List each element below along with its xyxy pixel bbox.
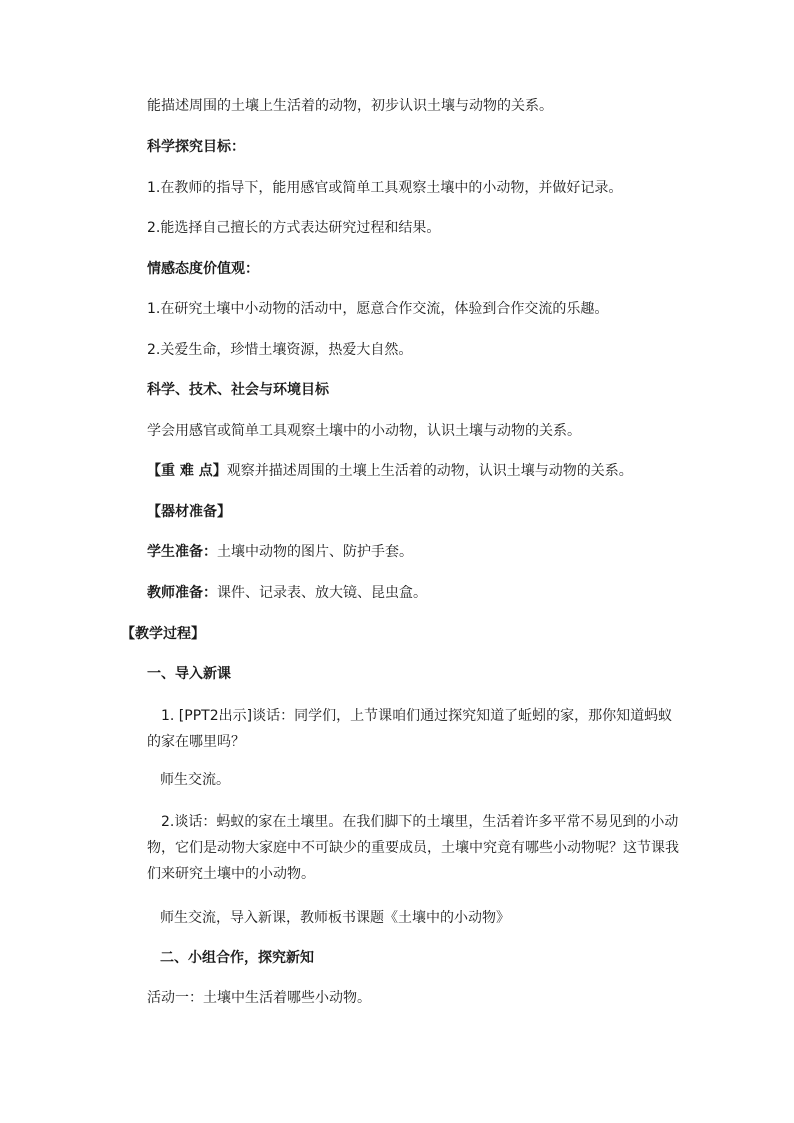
equipment-heading: 【器材准备】: [147, 504, 231, 520]
emotion-goal-1: 1.在研究土壤中小动物的活动中，愿意合作交流，体验到合作交流的乐趣。: [147, 301, 609, 317]
emotion-heading: 情感态度价值观：: [147, 261, 259, 277]
teacher-preparation-text: 课件、记录表、放大镜、昆虫盒。: [217, 585, 427, 601]
student-preparation: [147, 542, 413, 562]
teacher-preparation: [147, 583, 427, 603]
section2-heading: 二、小组合作，探究新知: [160, 950, 314, 966]
process-heading: 【教学过程】: [121, 626, 205, 642]
step2-paragraph: 2.谈话：蚂蚁的家在土壤里。在我们脚下的土壤里，生活着许多平常不易见到的小动物，它们是动物大家庭中不可缺少的重要成员，土壤中究竟有哪些小动物呢？这节课我们来研究土壤中的小动物。: [147, 814, 679, 882]
teacher-preparation-label: 教师准备：: [147, 585, 217, 601]
science-goal-1: 1.在教师的指导下，能用感官或简单工具观察土壤中的小动物，并做好记录。: [147, 180, 623, 196]
step1-paragraph: 1. [PPT2出示]谈话：同学们，上节课咱们通过探究知道了蚯蚓的家，那你知道蚂蚁的家在哪里吗？: [147, 708, 673, 750]
step2-response: 师生交流，导入新课，教师板书课题《土壤中的小动物》: [160, 910, 510, 926]
science-goal-2: 2.能选择自己擅长的方式表达研究过程和结果。: [147, 220, 441, 236]
key-points: [147, 461, 633, 481]
step1-response: 师生交流。: [160, 772, 230, 788]
stse-heading: 科学、技术、社会与环境目标: [147, 382, 329, 398]
activity1-text: 活动一：土壤中生活着哪些小动物。: [147, 990, 371, 1006]
key-points-label: 【重 难 点】: [147, 463, 227, 479]
intro-goal-text: 能描述周围的土壤上生活着的动物，初步认识土壤与动物的关系。: [147, 98, 553, 114]
science-goal-heading: 科学探究目标：: [147, 139, 245, 155]
stse-text: 学会用感官或简单工具观察土壤中的小动物，认识土壤与动物的关系。: [147, 423, 581, 439]
key-points-text: 观察并描述周围的土壤上生活着的动物，认识土壤与动物的关系。: [226, 463, 633, 479]
emotion-goal-2: 2.关爱生命，珍惜土壤资源，热爱大自然。: [147, 342, 413, 358]
student-preparation-text: 土壤中动物的图片、防护手套。: [217, 544, 413, 560]
student-preparation-label: 学生准备：: [147, 544, 217, 560]
section1-heading: 一、导入新课: [147, 666, 231, 682]
